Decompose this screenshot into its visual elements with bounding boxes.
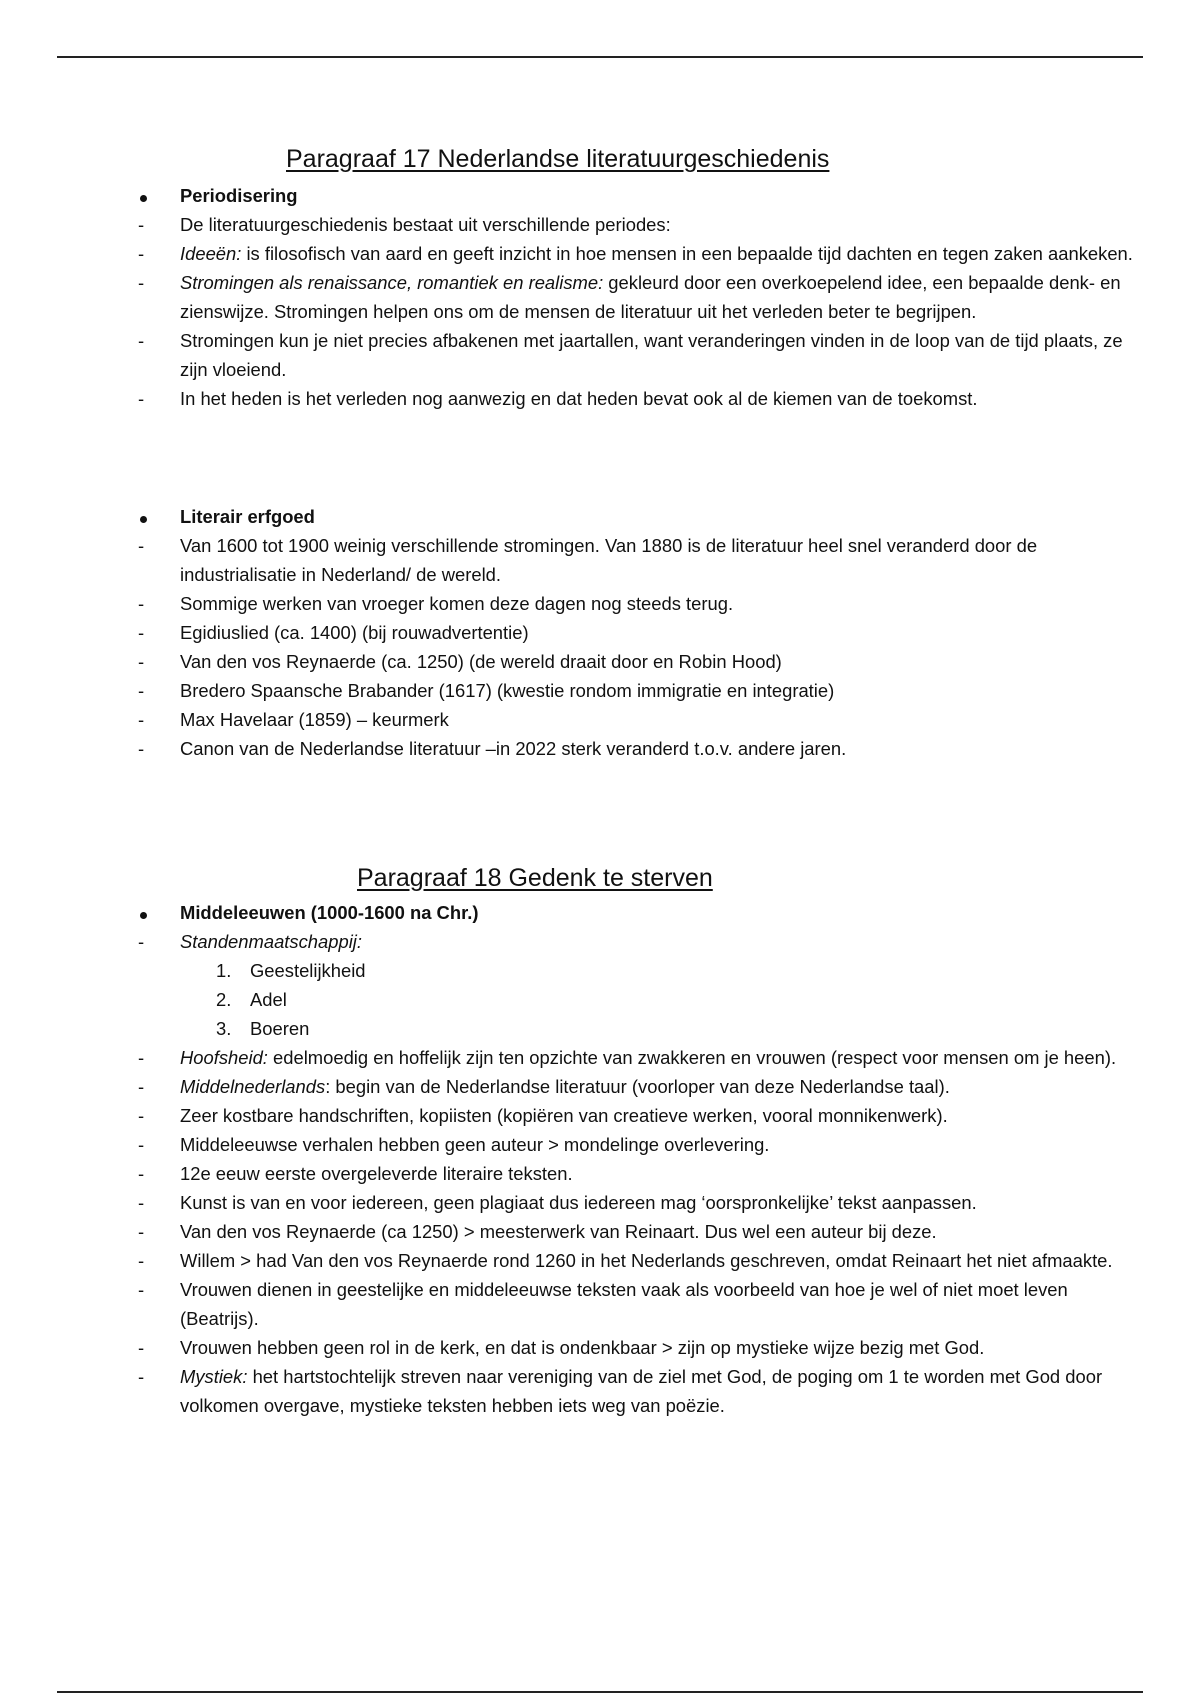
section-18-title: Paragraaf 18 Gedenk te sterven [357,864,713,892]
dash-marker: - [138,1076,145,1097]
dash-marker: - [138,1250,145,1271]
list-item: - Vrouwen dienen in geestelijke en middeleeuwse teksten vaak als voorbeeld van hoe je wel of niet moet leven (Beatrijs). [138,1275,1148,1333]
dash-marker: - [138,709,145,730]
dash-marker: - [138,1337,145,1358]
dash-marker: - [138,738,145,759]
list-item: - Willem > had Van den vos Reynaerde rond 1260 in het Nederlands geschreven, omdat Reinaart het niet afmaakte. [138,1246,1148,1275]
list-item: - Mystiek: het hartstochtelijk streven naar vereniging van de ziel met God, de poging om 1 te worden met God door volkomen overgave, mystieke teksten hebben iets weg van poëzie. [138,1362,1148,1420]
list-item: - Standenmaatschappij: [138,927,1148,956]
section-17-title: Paragraaf 17 Nederlandse literatuurgeschiedenis [286,145,830,173]
list-item: - Zeer kostbare handschriften, kopiisten (kopiëren van creatieve werken, vooral monnikenwerk). [138,1101,1148,1130]
bullet-icon [138,898,152,927]
list-item: - Max Havelaar (1859) – keurmerk [138,705,1148,734]
list-item: - 12e eeuw eerste overgeleverde literaire teksten. [138,1159,1148,1188]
bullet-icon [138,181,152,210]
bullet-heading-middeleeuwen: Middeleeuwen (1000-1600 na Chr.) [138,898,1148,927]
dash-marker: - [138,243,145,264]
dash-marker: - [138,622,145,643]
footer-rule [57,1691,1143,1693]
bullet-heading-erfgoed: Literair erfgoed [138,502,1148,531]
list-item: - Bredero Spaansche Brabander (1617) (kwestie rondom immigratie en integratie) [138,676,1148,705]
section-17-body [138,181,1148,413]
bullet-heading-periodisering: Periodisering [138,181,1148,210]
dash-marker: - [138,1047,145,1068]
dash-marker: - [138,388,145,409]
dash-marker: - [138,931,145,952]
list-item: - Canon van de Nederlandse literatuur –in 2022 sterk veranderd t.o.v. andere jaren. [138,734,1148,763]
section-18-body [138,898,1148,1420]
header-rule [57,56,1143,58]
list-item: - Middelnederlands: begin van de Nederlandse literatuur (voorloper van deze Nederlandse taal). [138,1072,1148,1101]
list-item: - Van den vos Reynaerde (ca. 1250) (de wereld draait door en Robin Hood) [138,647,1148,676]
dash-marker: - [138,651,145,672]
list-item: - Hoofsheid: edelmoedig en hoffelijk zijn ten opzichte van zwakkeren en vrouwen (respect voor mensen om je heen). [138,1043,1148,1072]
numbered-item: 2. Adel [216,989,287,1010]
list-item: - Kunst is van en voor iedereen, geen plagiaat dus iedereen mag ‘oorspronkelijke’ tekst aanpassen. [138,1188,1148,1217]
dash-marker: - [138,680,145,701]
dash-marker: - [138,1366,145,1387]
dash-marker: - [138,330,145,351]
dash-marker: - [138,1221,145,1242]
dash-marker: - [138,1134,145,1155]
dash-marker: - [138,593,145,614]
dash-marker: - [138,535,145,556]
list-item: - Sommige werken van vroeger komen deze dagen nog steeds terug. [138,589,1148,618]
list-item: - Stromingen als renaissance, romantiek en realisme: gekleurd door een overkoepelend idee, een bepaalde denk- en zienswijze. Stromingen helpen ons om de mensen de literatuur uit het verleden beter te begrijpen. [138,268,1148,326]
list-item: - De literatuurgeschiedenis bestaat uit verschillende periodes: [138,210,1148,239]
dash-marker: - [138,1105,145,1126]
dash-marker: - [138,1192,145,1213]
dash-marker: - [138,1163,145,1184]
numbered-item: 1. Geestelijkheid [216,960,366,981]
dash-marker: - [138,214,145,235]
dash-marker: - [138,272,145,293]
list-item: - Ideeën: is filosofisch van aard en geeft inzicht in hoe mensen in een bepaalde tijd dachten en tegen zaken aankeken. [138,239,1148,268]
bullet-icon [138,502,152,531]
list-item: - Middeleeuwse verhalen hebben geen auteur > mondelinge overlevering. [138,1130,1148,1159]
list-item: - Van 1600 tot 1900 weinig verschillende stromingen. Van 1880 is de literatuur heel snel veranderd door de industrialisatie in Nederland/ de wereld. [138,531,1148,589]
list-item: - Van den vos Reynaerde (ca 1250) > meesterwerk van Reinaart. Dus wel een auteur bij deze. [138,1217,1148,1246]
list-item: - Egidiuslied (ca. 1400) (bij rouwadvertentie) [138,618,1148,647]
section-17-erfgoed [138,502,1148,763]
list-item: - In het heden is het verleden nog aanwezig en dat heden bevat ook al de kiemen van de toekomst. [138,384,1148,413]
list-item: - Stromingen kun je niet precies afbakenen met jaartallen, want veranderingen vinden in de loop van de tijd plaats, ze zijn vloeiend. [138,326,1148,384]
numbered-item: 3. Boeren [216,1018,310,1039]
dash-marker: - [138,1279,145,1300]
list-item: - Vrouwen hebben geen rol in de kerk, en dat is ondenkbaar > zijn op mystieke wijze bezig met God. [138,1333,1148,1362]
